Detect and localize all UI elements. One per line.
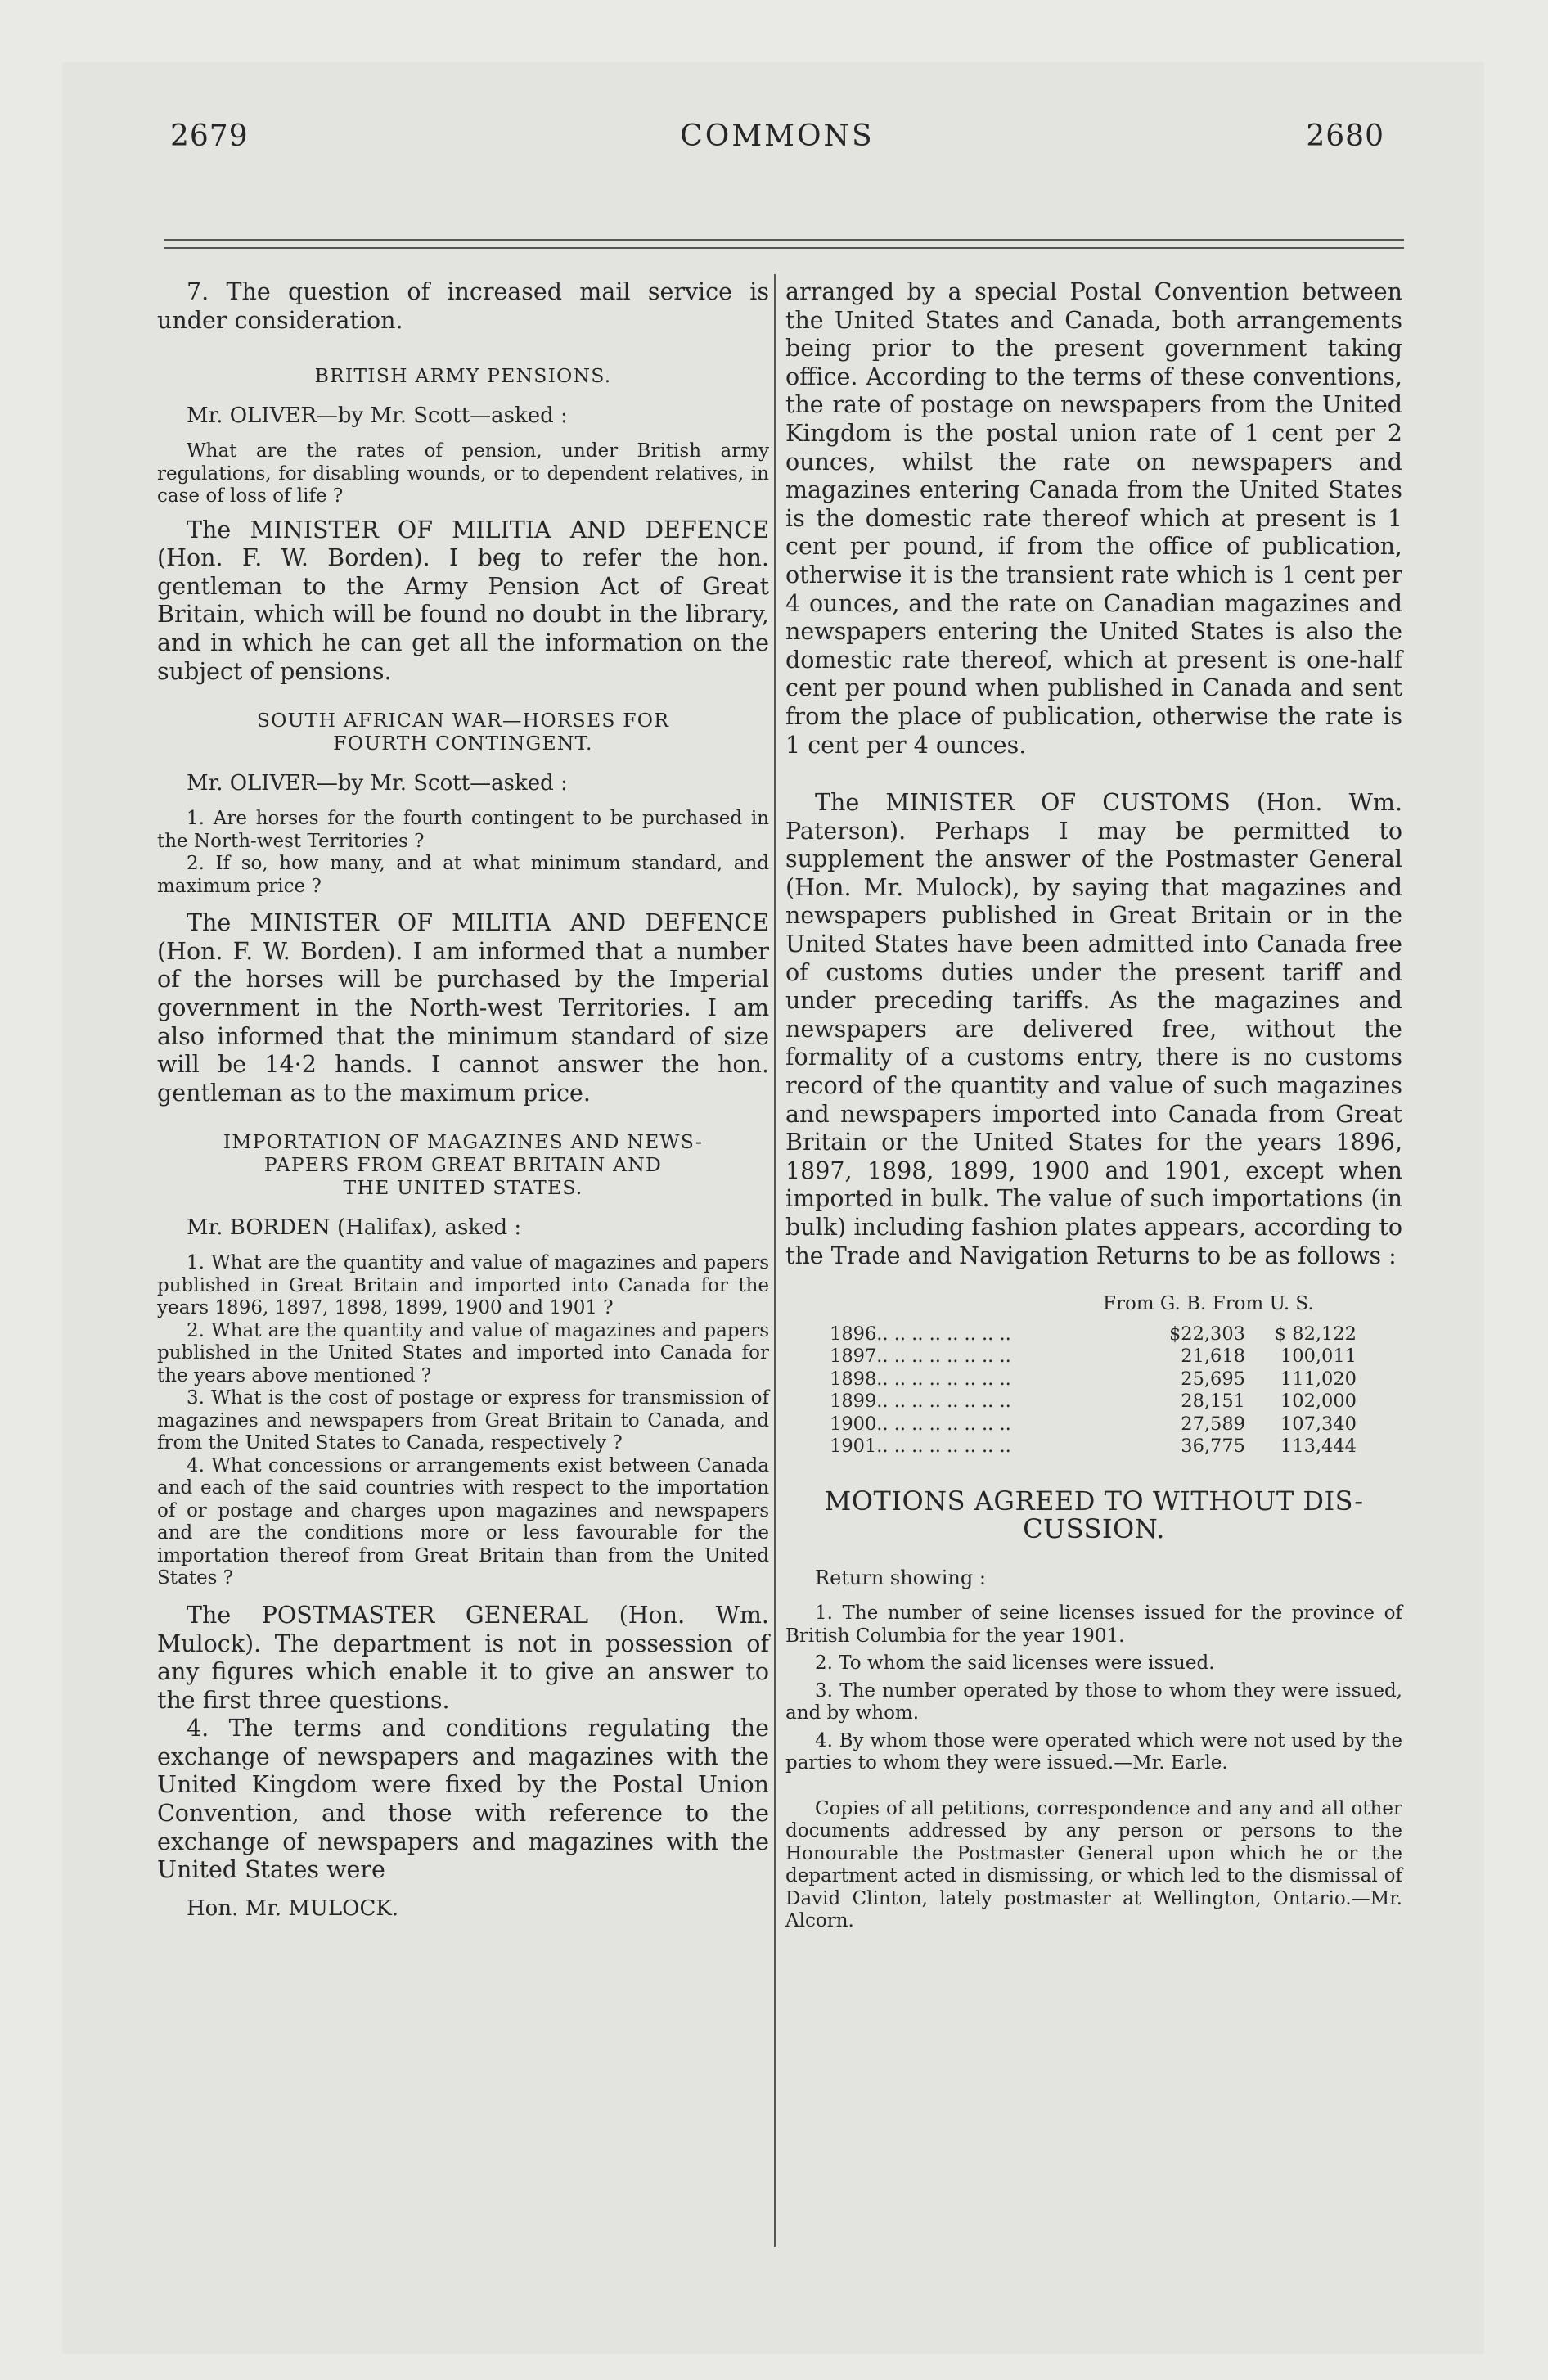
asker-oliver-1: Mr. OLIVER—by Mr. Scott—asked : bbox=[187, 403, 568, 429]
table-us: 102,000 bbox=[1280, 1391, 1357, 1413]
table-row bbox=[830, 1346, 1357, 1368]
import-question-1: 1. What are the quantity and value of magazines and papers published in Great Britain and imported into Canada for the years 1896, 1897, 1898, 1899, 1900 and 1901 ? bbox=[157, 1252, 769, 1319]
import-question-3: 3. What is the cost of postage or express for transmission of magazines and newspapers from Great Britain to Canada, and from the United States to Canada, respectively ? bbox=[157, 1387, 769, 1454]
horses-question-2: 2. If so, how many, and at what minimum standard, and maximum price ? bbox=[157, 853, 769, 897]
army-question: What are the rates of pension, under British army regulations, for disabling wounds, or to dependent relatives, in case of loss of life ? bbox=[157, 440, 769, 507]
table-us: 111,020 bbox=[1280, 1368, 1357, 1390]
table-year: 1897.. .. .. .. .. .. .. .. bbox=[830, 1346, 1011, 1368]
table-row bbox=[830, 1391, 1357, 1413]
heading-motions-1: MOTIONS AGREED TO WITHOUT DIS- bbox=[824, 1485, 1364, 1517]
header-rule-top bbox=[164, 239, 1404, 241]
table-us: 100,011 bbox=[1280, 1346, 1357, 1368]
right-column bbox=[785, 278, 1402, 1933]
postmaster-continuation: arranged by a special Postal Convention between the United States and Canada, both arrangements being prior to the present government taking office. According to the terms of these conventions, the rate of postage on newspapers from the United Kingdom is the postal union rate of 1 cent per 2 ounces, whilst the rate on newspapers and magazines entering Canada from the United States is the domestic rate thereof which at present is 1 cent per pound, if from the office of publication, otherwise it is the transient rate which is 1 cent per 4 ounces, and the rate on Canadian magazines and newspapers entering the United States is also the domestic rate thereof, which at present is one-half cent per pound when published in Canada and sent from the place of publication, otherwise the rate is 1 cent per 4 ounces. bbox=[785, 278, 1402, 759]
heading-importation-1: IMPORTATION OF MAGAZINES AND NEWS- bbox=[223, 1130, 704, 1154]
page-number-left: 2679 bbox=[170, 119, 249, 153]
table-gb: 36,775 bbox=[1181, 1436, 1245, 1458]
page-title: COMMONS bbox=[680, 119, 875, 153]
table-us: 107,340 bbox=[1280, 1413, 1357, 1435]
heading-importation-3: THE UNITED STATES. bbox=[343, 1176, 583, 1200]
return-item-2: 2. To whom the said licenses were issued. bbox=[815, 1652, 1215, 1675]
table-year: 1896.. .. .. .. .. .. .. .. bbox=[830, 1323, 1011, 1345]
copies-motion: Copies of all petitions, correspondence and any and all other documents addressed by any person or persons to the Honourable the Postmaster General upon which he or the department acted in dismissing, or which led to the dismissal of David Clinton, lately postmaster at Wellington, Ontario.—Mr. Alcorn. bbox=[785, 1797, 1402, 1932]
heading-importation-2: PAPERS FROM GREAT BRITAIN AND bbox=[263, 1153, 663, 1177]
heading-horses-1: SOUTH AFRICAN WAR—HORSES FOR bbox=[256, 709, 670, 732]
table-row bbox=[830, 1436, 1357, 1458]
table-row bbox=[830, 1413, 1357, 1436]
postmaster-answer-1: The POSTMASTER GENERAL (Hon. Wm. Mulock). The department is not in possession of any figures which enable it to give an answer to the first three questions. bbox=[157, 1601, 769, 1714]
column-divider bbox=[774, 274, 776, 2247]
army-answer: The MINISTER OF MILITIA AND DEFENCE (Hon. F. W. Borden). I beg to refer the hon. gentleman to the Army Pension Act of Great Britain, which will be found no doubt in the library, and in which he can get all the information on the subject of pensions. bbox=[157, 516, 769, 685]
table-year: 1899.. .. .. .. .. .. .. .. bbox=[830, 1391, 1011, 1413]
asker-borden: Mr. BORDEN (Halifax), asked : bbox=[187, 1215, 522, 1241]
left-column bbox=[157, 278, 769, 1922]
table-gb: 21,618 bbox=[1181, 1346, 1245, 1368]
table-us: 113,444 bbox=[1280, 1436, 1357, 1458]
customs-answer: The MINISTER OF CUSTOMS (Hon. Wm. Paterson). Perhaps I may be permitted to supplement the answer of the Postmaster General (Hon. Mr. Mulock), by saying that magazines and newspapers published in Great Britain or in the United States have been admitted into Canada free of customs duties under the present tariff and under preceding tariffs. As the magazines and newspapers are delivered free, without the formality of a customs entry, there is no customs record of the quantity and value of such magazines and newspapers imported into Canada from Great Britain or the United States for the years 1896, 1897, 1898, 1899, 1900 and 1901, except when imported in bulk. The value of such importations (in bulk) including fashion plates appears, according to the Trade and Navigation Returns to be as follows : bbox=[785, 789, 1402, 1269]
table-us: $ 82,122 bbox=[1274, 1323, 1357, 1345]
table-year: 1898.. .. .. .. .. .. .. .. bbox=[830, 1368, 1011, 1390]
table-gb: 28,151 bbox=[1181, 1391, 1245, 1413]
returns-table bbox=[830, 1323, 1357, 1458]
return-item-4: 4. By whom those were operated which were not used by the parties to whom they were issued.—Mr. Earle. bbox=[785, 1729, 1402, 1774]
heading-army-pensions: BRITISH ARMY PENSIONS. bbox=[314, 364, 612, 388]
asker-oliver-2: Mr. OLIVER—by Mr. Scott—asked : bbox=[187, 771, 568, 796]
table-gb: 25,695 bbox=[1181, 1368, 1245, 1390]
return-item-3: 3. The number operated by those to whom they were issued, and by whom. bbox=[785, 1679, 1402, 1724]
table-gb: 27,589 bbox=[1181, 1413, 1245, 1435]
postmaster-answer-2: 4. The terms and conditions regulating the exchange of newspapers and magazines with the United Kingdom were fixed by the Postal Union Convention, and those with reference to the exchange of newspapers and magazines with the United States were bbox=[157, 1715, 769, 1884]
horses-answer: The MINISTER OF MILITIA AND DEFENCE (Hon. F. W. Borden). I am informed that a number of the horses will be purchased by the Imperial government in the North-west Territories. I am also informed that the minimum standard of size will be 14·2 hands. I cannot answer the hon. gentleman as to the maximum price. bbox=[157, 909, 769, 1107]
table-row bbox=[830, 1368, 1357, 1391]
table-year: 1900.. .. .. .. .. .. .. .. bbox=[830, 1413, 1011, 1435]
table-row bbox=[830, 1323, 1357, 1346]
return-showing: Return showing : bbox=[815, 1566, 986, 1590]
speaker-mulock: Hon. Mr. MULOCK. bbox=[187, 1895, 399, 1921]
heading-horses-2: FOURTH CONTINGENT. bbox=[333, 732, 593, 755]
table-year: 1901.. .. .. .. .. .. .. .. bbox=[830, 1436, 1011, 1458]
returns-table-header: From G. B. From U. S. bbox=[1103, 1293, 1314, 1315]
page-number-right: 2680 bbox=[1306, 119, 1384, 153]
table-gb: $22,303 bbox=[1168, 1323, 1245, 1345]
horses-question-1: 1. Are horses for the fourth contingent to be purchased in the North-west Territories ? bbox=[157, 808, 769, 852]
heading-motions-2: CUSSION. bbox=[1023, 1513, 1165, 1545]
import-question-2: 2. What are the quantity and value of magazines and papers published in the United States and imported into Canada for the years above mentioned ? bbox=[157, 1319, 769, 1386]
return-item-1: 1. The number of seine licenses issued for the province of British Columbia for the year 1901. bbox=[785, 1602, 1402, 1647]
page-header bbox=[170, 119, 1384, 164]
question-7: 7. The question of increased mail service is under consideration. bbox=[157, 278, 769, 334]
import-question-4: 4. What concessions or arrangements exist between Canada and each of the said countries with respect to the importation of or postage and charges upon magazines and newspapers and are the conditions more or less favourable for the importation thereof from Great Britain than from the United States ? bbox=[157, 1454, 769, 1589]
header-rule-bottom bbox=[164, 247, 1404, 249]
